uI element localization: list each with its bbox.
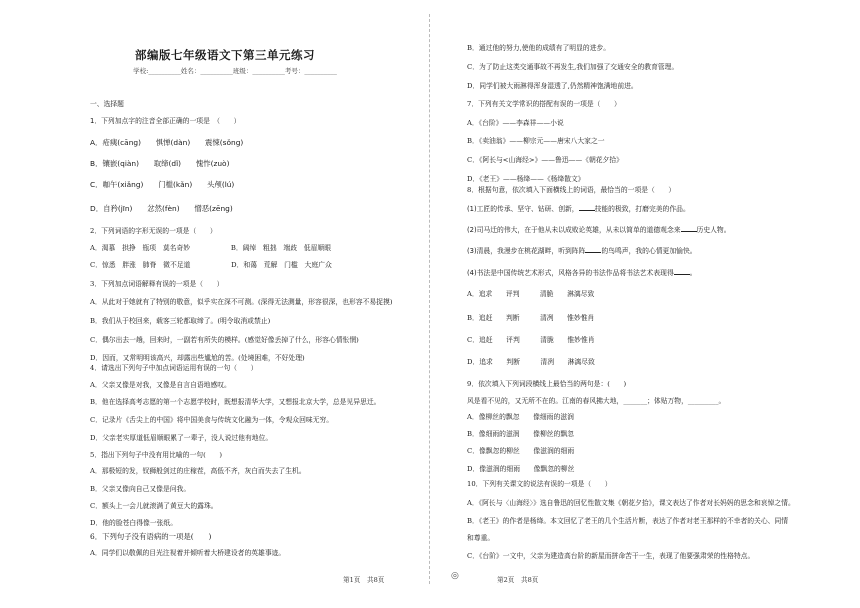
right-line-13 bbox=[467, 290, 594, 299]
left-line-7 bbox=[90, 244, 331, 253]
fill-blank[interactable] bbox=[674, 268, 690, 275]
right-line-10 bbox=[467, 225, 731, 235]
line-text: A．那极短的发，钗狮般剑过的庄稼茬，高低不齐，灰白而失去了生机。 bbox=[90, 467, 306, 475]
line-text: D．他的脸苍白得像一张纸。 bbox=[90, 519, 178, 527]
line-text: A．疮痍(cāng) 惧惮(dàn) 震悚(sǒng) bbox=[90, 138, 244, 147]
right-line-24 bbox=[467, 499, 795, 508]
line-text: C．追赶 评判 清脆 惟妙惟肖 bbox=[467, 336, 595, 344]
left-line-13 bbox=[90, 354, 305, 363]
page-number-right: 第2页 共8页 bbox=[497, 576, 539, 584]
line-text: 和尊重。 bbox=[467, 534, 495, 542]
line-text: B．他在选择高考志愿的第一个志愿学校时，既想报清华大学，又想报北京大学，总是见异思迁。 bbox=[90, 398, 381, 406]
line-text: C．像飘忽的柳丝 像滋润的细雨 bbox=[467, 447, 575, 455]
line-text: 技能的极致，打磨完美的作品。 bbox=[594, 205, 690, 213]
left-line-15 bbox=[90, 381, 231, 390]
fill-blank[interactable] bbox=[579, 204, 595, 211]
line-text: 。 bbox=[689, 269, 697, 277]
line-text: 6．下列句子没有语病的一项是( ) bbox=[90, 532, 212, 541]
line-text: A．《台阶》——李森祥——小说 bbox=[467, 119, 564, 127]
line-text: 风是看不见的，又无所不在的。江南的春风拂大地，_______；体贴万物，_________。 bbox=[467, 397, 726, 405]
line-text: 历史人物。 bbox=[696, 226, 731, 234]
line-text: D．《老王》——杨绛——《杨绛散文》 bbox=[467, 175, 585, 183]
line-text: A．像柳丝的飘忽 像细雨的滋润 bbox=[467, 413, 574, 421]
left-line-10 bbox=[90, 298, 392, 307]
left-line-0 bbox=[90, 100, 124, 109]
left-line-14 bbox=[90, 364, 257, 373]
line-text: 5．指出下列句子中没有用比喻的一句( ) bbox=[90, 451, 222, 459]
left-line-21 bbox=[90, 485, 190, 494]
line-text: D．父亲老实厚道低眉顺眼累了一辈子，没人说过他有地位。 bbox=[90, 434, 273, 442]
fill-blank[interactable] bbox=[681, 225, 697, 232]
line-text: B．父亲又像向自己又像是问我。 bbox=[90, 485, 191, 493]
left-line-24 bbox=[90, 532, 211, 541]
line-text: 10．下列有关课文的说法有误的一项是（ ） bbox=[467, 480, 612, 488]
left-line-9 bbox=[90, 280, 223, 289]
right-line-8 bbox=[467, 186, 675, 195]
right-line-15 bbox=[467, 336, 595, 345]
line-text: B．通过他的努力,使他的成绩有了明显的进步。 bbox=[467, 44, 611, 52]
right-line-2 bbox=[467, 82, 638, 91]
right-line-16 bbox=[467, 358, 595, 367]
line-text: A．渴慕 拱挣 瓶项 莫名奇妙 B．阔绰 粗拙 端歧 低眉顺眼 bbox=[90, 244, 331, 252]
page-number-left: 第1页 共8页 bbox=[343, 576, 385, 584]
line-text: C．记录片《舌尖上的中国》将中国美食与传统文化融为一体，令观众回味无穷。 bbox=[90, 416, 334, 424]
right-line-27 bbox=[467, 552, 754, 561]
line-text: C．咖午(xiǎng) 门槛(kǎn) 头颅(lú) bbox=[90, 180, 235, 189]
left-line-20 bbox=[90, 467, 306, 476]
left-line-23 bbox=[90, 519, 177, 528]
line-text: 2．下列词语的字形无误的一项是（ ） bbox=[90, 227, 217, 235]
line-text: B．像细雨的滋润 像柳丝的飘忽 bbox=[467, 430, 574, 438]
right-line-7 bbox=[467, 175, 585, 184]
right-line-0 bbox=[467, 44, 610, 53]
line-text: B．追赶 判断 清冽 惟妙惟肖 bbox=[467, 314, 595, 322]
line-text: B．《老王》的作者是杨绛。本文回忆了老王的几个生活片断，表达了作者对老王那样的不幸者的关心、同情 bbox=[467, 517, 789, 525]
line-text: C．《台阶》一文中，父亲为建造高台阶的新屋而拼命苦干一生，表现了他要强肃荣的性格特点。 bbox=[467, 552, 755, 560]
line-text: C．惊悉 胖涨 肺脊 微不足道 D．和蔼 荒解 门槛 大庭广众 bbox=[90, 261, 332, 269]
line-text: B．《卖油翁》——柳宗元——唐宋八大家之一 bbox=[467, 137, 605, 145]
right-line-6 bbox=[467, 156, 623, 165]
line-text: (2)司马迁的伟大，在于他从未以成败论英雄，从未以简单的道德观念来 bbox=[467, 226, 681, 234]
student-info-line: 学校:__________姓名：__________班级：__________考号：__________ bbox=[133, 67, 337, 75]
line-text: (1)工匠的传承、坚守、钻研、创新， bbox=[467, 205, 579, 213]
right-line-9 bbox=[467, 204, 690, 214]
left-line-19 bbox=[90, 451, 222, 460]
left-line-1 bbox=[90, 117, 240, 126]
right-line-26 bbox=[467, 534, 494, 543]
left-line-4 bbox=[90, 180, 234, 189]
line-text: A．从此对于她就有了特别的敬意，似乎实在深不可测。(深得无法测量，形容很深，也形容不易捉摸) bbox=[90, 298, 393, 306]
right-line-18 bbox=[467, 397, 725, 406]
line-text: 3．下列加点词语解释有误的一项是（ ） bbox=[90, 280, 224, 288]
left-line-8 bbox=[90, 261, 332, 270]
line-text: 4．请选出下列句子中加点词语运用有误的一句（ ） bbox=[90, 364, 258, 372]
line-text: 7．下列有关文学常识的搭配有误的一项是（ ） bbox=[467, 100, 621, 108]
left-line-12 bbox=[90, 336, 359, 345]
right-page bbox=[430, 0, 860, 608]
line-text: A．同学们以敬佩的目光注视着并倾听着大桥建设者的英雄事迹。 bbox=[90, 549, 286, 557]
line-text: C．《阿长与<山海经>》——鲁迅——《朝花夕拾》 bbox=[467, 156, 623, 164]
right-line-1 bbox=[467, 63, 678, 72]
line-text: (4)书法是中国传统艺术形式，风格各异的书法作品将书法艺术表现得 bbox=[467, 269, 674, 277]
left-line-2 bbox=[90, 138, 243, 147]
line-text: A．追求 评判 清脆 淋漓尽致 bbox=[467, 290, 595, 298]
line-text: A．父亲又像是对我，又像是自言自语地感叹。 bbox=[90, 381, 231, 389]
left-line-11 bbox=[90, 317, 270, 326]
right-line-4 bbox=[467, 119, 564, 128]
right-line-12 bbox=[467, 268, 697, 278]
line-text: D．像滋润的细雨 像飘忽的柳丝 bbox=[467, 465, 575, 473]
left-line-25 bbox=[90, 549, 285, 558]
fill-blank[interactable] bbox=[585, 246, 601, 253]
line-text: D．追求 判断 清冽 淋漓尽致 bbox=[467, 358, 595, 366]
left-line-5 bbox=[90, 204, 233, 213]
line-text: 一、选择题 bbox=[90, 100, 124, 108]
line-text: D．因而，又常明明该高兴，却露出些尴尬的苦。(处境困难，不好处理) bbox=[90, 354, 305, 362]
center-mark-icon: ◎ bbox=[451, 571, 459, 581]
right-line-17 bbox=[467, 380, 626, 389]
line-text: A．《阿长与〈山海经〉》选自鲁迅的回忆性散文集《朝花夕拾》，课文表达了作者对长妈妈的思念和哀悼之情。 bbox=[467, 499, 795, 507]
right-line-11 bbox=[467, 246, 697, 256]
line-text: B．镶嵌(qiàn) 取缔(dǐ) 愧怍(zuò) bbox=[90, 159, 230, 168]
right-line-3 bbox=[467, 100, 621, 109]
line-text: D．自矜(jīn) 忿然(fèn) 憎恶(zēng) bbox=[90, 204, 233, 213]
line-text: C．为了防止这类交通事故不再发生,我们加强了交通安全的教育管理。 bbox=[467, 63, 679, 71]
line-text: C．额头上一会儿就滚满了黄豆大的露珠。 bbox=[90, 502, 218, 510]
left-line-22 bbox=[90, 502, 218, 511]
line-text: B．我们从于校回来，载客三轮都取缔了。(明令取消或禁止) bbox=[90, 317, 271, 325]
right-line-21 bbox=[467, 447, 574, 456]
left-line-17 bbox=[90, 416, 333, 425]
right-line-5 bbox=[467, 137, 605, 146]
line-text: C．偶尔出去一趟，回来时，一副若有所失的模样。(感觉好像丢掉了什么，形容心情怅惘) bbox=[90, 336, 359, 344]
left-line-3 bbox=[90, 159, 229, 168]
line-text: (3)清晨，我漫步在桃花湖畔，听到阵阵 bbox=[467, 247, 586, 255]
right-line-20 bbox=[467, 430, 574, 439]
page-title: 部编版七年级语文下第三单元练习 bbox=[135, 48, 315, 62]
line-text: 9．依次填入下列词段横线上最恰当的两句是：( ) bbox=[467, 380, 627, 388]
line-text: D．同学们被大雨淋得浑身湿透了,仍然精神饱满地前进。 bbox=[467, 82, 638, 90]
left-line-16 bbox=[90, 398, 380, 407]
left-line-6 bbox=[90, 227, 217, 236]
right-line-14 bbox=[467, 314, 594, 323]
left-line-18 bbox=[90, 434, 272, 443]
line-text: 的鸟鸣声，我的心情更加愉快。 bbox=[601, 247, 697, 255]
right-line-22 bbox=[467, 465, 574, 474]
right-line-25 bbox=[467, 517, 788, 526]
right-line-19 bbox=[467, 413, 574, 422]
line-text: 1．下列加点字的注音全部正确的一项是 （ ） bbox=[90, 117, 241, 125]
line-text: 8．根据句意，依次填入下面横线上的词语，最恰当的一项是（ ） bbox=[467, 186, 676, 194]
right-line-23 bbox=[467, 480, 612, 489]
